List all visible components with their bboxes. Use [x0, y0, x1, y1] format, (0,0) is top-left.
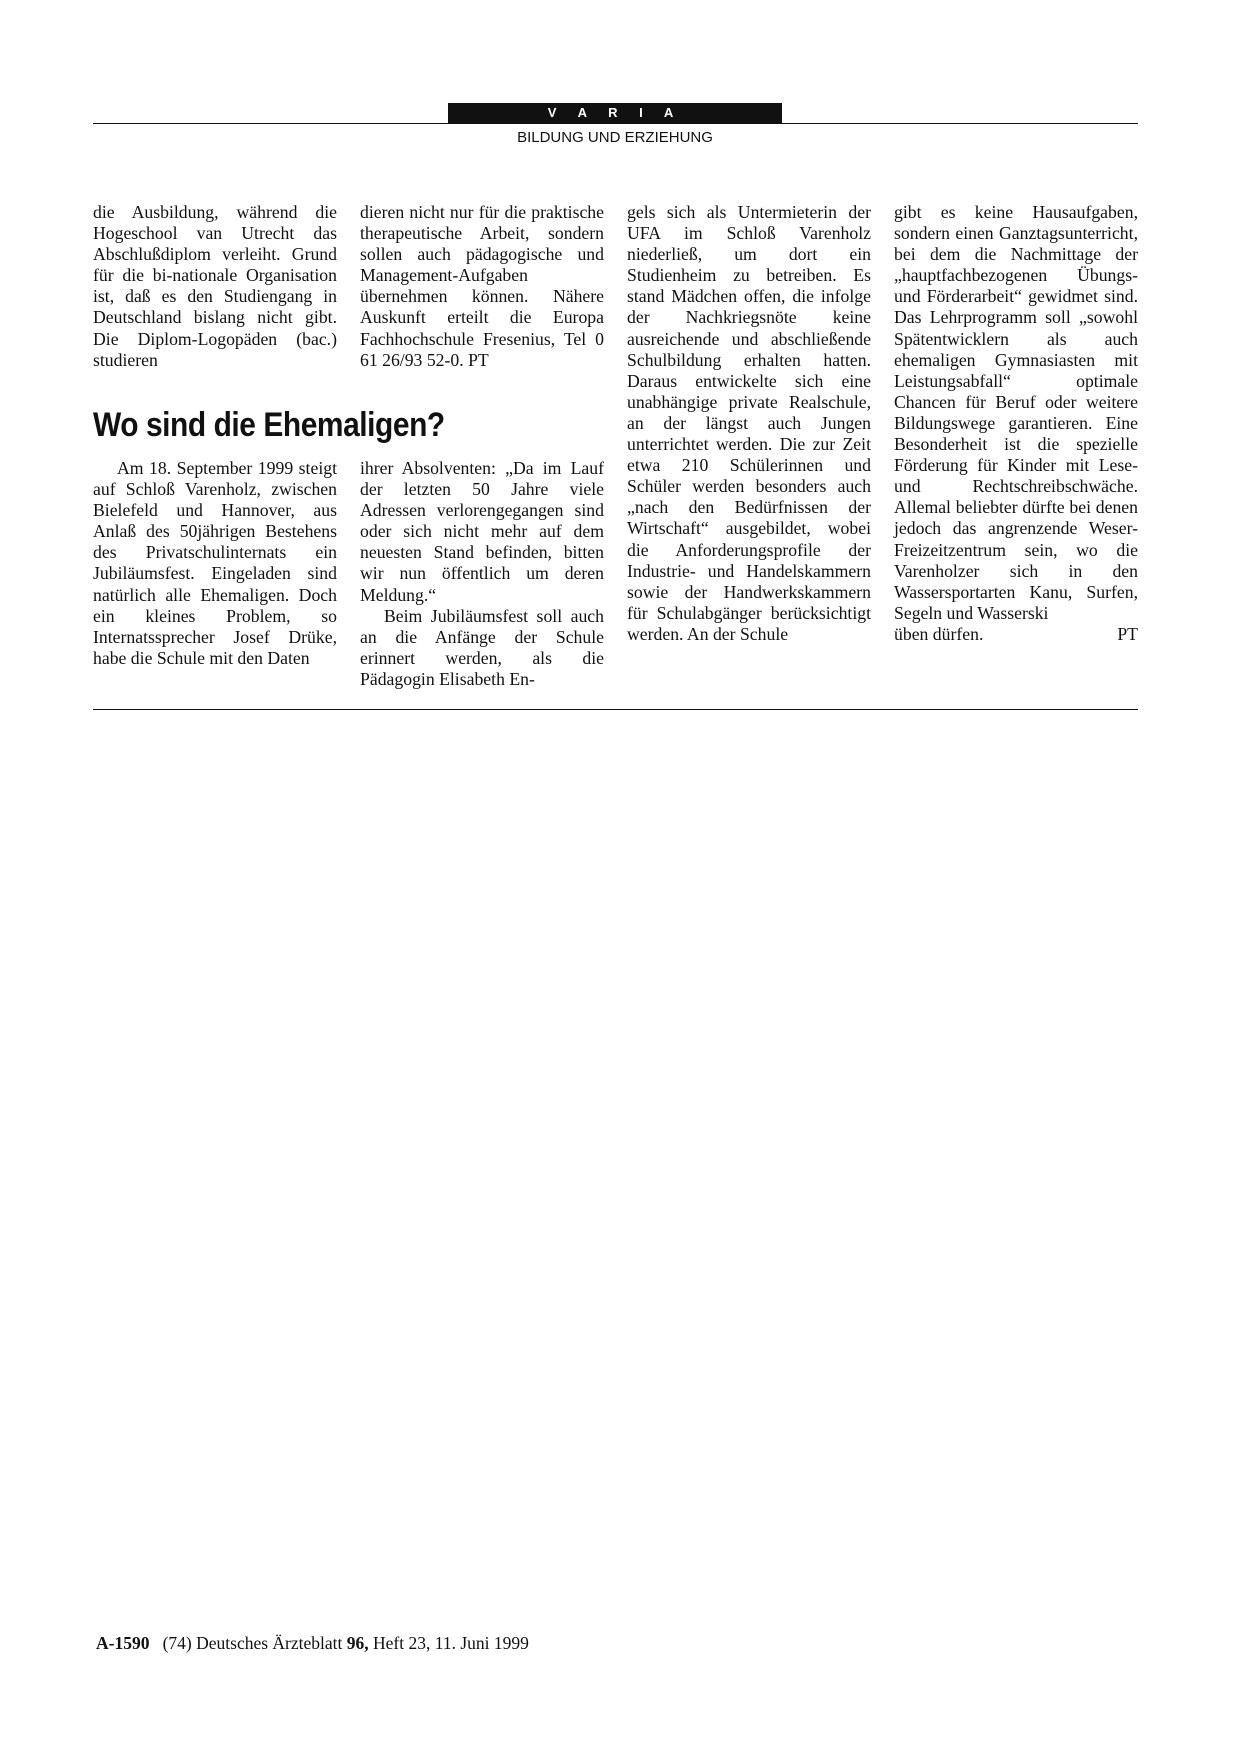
- article-closing-line: [894, 624, 1138, 645]
- article-paragraph: ihrer Absolventen: „Da im Lauf der letzten 50 Jahre viele Adressen verlorengegangen sind oder sich nicht mehr auf dem neuesten Stand befinden, bitten wir nun öffentlich um deren Meldung.“: [360, 458, 604, 605]
- article-end-rule: [93, 709, 1138, 710]
- journal-issue: Heft 23, 11. Juni 1999: [373, 1633, 529, 1653]
- article-closing-text: üben dürfen.: [894, 623, 984, 644]
- article-paragraph: gibt es keine Hausaufgaben, sondern einen Ganztagsunterricht, bei dem die Nachmittage der „hauptfachbezogenen Übungs- und Förderarbeit“ gewidmet sind. Das Lehrprogramm soll „sowohl Spätentwicklern als auch ehemaligen Gymnasiasten mit Leistungsabfall“ optimale Chancen für Beruf oder weitere Bildungswege garantieren. Eine Besonderheit ist die spezielle Förderung für Kinder mit Lese- und Rechtschreibschwäche. Allemal beliebter dürfte bei denen jedoch das angrenzende Weser-Freizeitzentrum sein, wo die Varenholzer sich in den Wassersportarten Kanu, Surfen, Segeln und Wasserski: [894, 202, 1138, 623]
- prev-article-text-1: die Ausbildung, während die Hogeschool van Utrecht das Abschlußdiplom verleiht. Grund für die bi-nationale Organisation ist, daß es den Studiengang in Deutschland bislang nicht gibt. Die Diplom-Logopäden (bac.) studieren: [93, 202, 337, 370]
- article-paragraph: Am 18. September 1999 steigt auf Schloß Varenholz, zwischen Bielefeld und Hannover, aus Anlaß des 50jährigen Bestehens des Privatschulinternats ein Jubiläumsfest. Eingeladen sind natürlich alle Ehemaligen. Doch ein kleines Problem, so Internatssprecher Josef Drüke, habe die Schule mit den Daten: [93, 458, 337, 668]
- article-column-2: [360, 458, 604, 690]
- page-footer: [96, 1633, 529, 1654]
- article-column-1: [93, 458, 337, 669]
- journal-volume: 96,: [346, 1633, 369, 1653]
- section-bar: V A R I A: [448, 103, 782, 123]
- page-id: A-1590: [96, 1633, 150, 1653]
- article-headline: Wo sind die Ehemaligen?: [93, 406, 445, 444]
- subsection-title: BILDUNG UND ERZIEHUNG: [517, 129, 713, 146]
- page-number: (74): [162, 1633, 192, 1653]
- prev-article-column-2: [360, 202, 604, 371]
- article-paragraph: Beim Jubiläumsfest soll auch an die Anfänge der Schule erinnert werden, als die Pädagogin Elisabeth En-: [360, 605, 604, 689]
- header-rule: [93, 123, 1138, 124]
- article-column-4: [894, 202, 1138, 645]
- journal-name: Deutsches Ärzteblatt: [196, 1633, 343, 1653]
- prev-article-text-2: dieren nicht nur für die praktische therapeutische Arbeit, sondern sollen auch pädagogische und Management-Aufgaben übernehmen können. Nähere Auskunft erteilt die Europa Fachhochschule Fresenius, Tel 0 61 26/93 52-0. PT: [360, 202, 604, 370]
- article-paragraph: gels sich als Untermieterin der UFA im Schloß Varenholz niederließ, um dort ein Studienheim zu betreiben. Es stand Mädchen offen, die infolge der Nachkriegsnöte keine ausreichende und abschließende Schulbildung erhalten hatten. Daraus entwickelte sich eine unabhängige private Realschule, an der längst auch Jungen unterrichtet werden. Die zur Zeit etwa 210 Schülerinnen und Schüler werden besonders auch „nach den Bedürfnissen der Wirtschaft“ ausgebildet, wobei die Anforderungsprofile der Industrie- und Handelskammern sowie der Handwerkskammern für Schulabgänger berücksichtigt werden. An der Schule: [627, 202, 871, 644]
- author-initials: PT: [1117, 623, 1138, 644]
- article-column-3: [627, 202, 871, 645]
- prev-article-column-1: [93, 202, 337, 371]
